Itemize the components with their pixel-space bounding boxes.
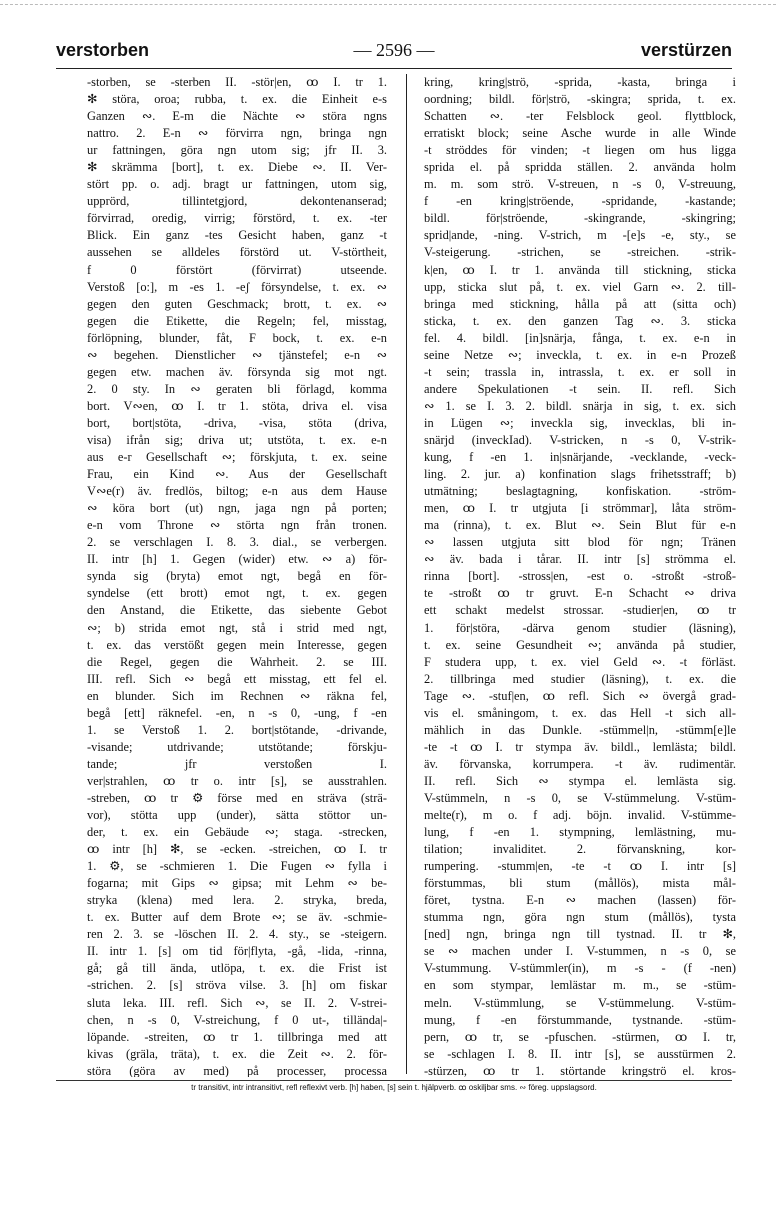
entry-line: vor), stötta upp (under), sätta stöttor un- — [87, 808, 387, 823]
entry-line: andere Spekulationen -t sein. II. refl. Sich — [424, 381, 736, 396]
entry-line: föret, tystna. E-n ∾ machen (lassen) för- — [424, 893, 736, 908]
entry-line: ꝏ intr [h] ✻, se -ecken. -streichen, ꝏ I. tr — [87, 842, 387, 857]
entry-line: mung, f -en förstummande, tystnande. -stüm- — [424, 1012, 736, 1027]
entry-line: sprida el. på spridda ställen. 2. använda holm — [424, 160, 736, 175]
entry-line: utmätning; beslagtagning, konfiskation. -ström- — [424, 484, 736, 499]
entry-line: bort. V∾en, ꝏ I. tr 1. stöta, driva el. visa — [87, 398, 387, 413]
entry-line: den Anstand, die Etikette, das siebente Gebot — [87, 603, 387, 618]
entry-line: II. refl. Sich ∾ stympa el. lemlästa sig. — [424, 773, 736, 788]
entry-line: kring, kring|strö, -sprida, -kasta, bringa i — [424, 75, 736, 89]
entry-line: gegen den guten Geschmack; brott, t. ex. ∾ — [87, 296, 387, 311]
entry-line: förstummas, bli stum (mållös), mista mål- — [424, 876, 736, 891]
entry-line: V∾e(r) äv. fredlös, biltog; e-n aus dem Hause — [87, 484, 387, 499]
abbreviation-footer: tr transitivt, intr intransitivt, refl reflexivt verb. [h] haben, [s] sein t. hjälpverb. ꝏ oskiljbar sms. ∾ föreg. uppslagsord. — [191, 1083, 597, 1092]
entry-line: oordning; bildl. för|strö, -skingra; sprida, t. ex. — [424, 92, 736, 107]
entry-line: begå [ett] räknefel. -en, n -s 0, -ung, f -en — [87, 705, 387, 720]
entry-line: rumpering. -stumm|en, -te -t ꝏ I. intr [s] — [424, 859, 736, 874]
entry-line: mählich in das Dunkle. -stümmel|n, -stümm[e]le — [424, 722, 736, 737]
entry-line: Schatten ∾. -ter Felsblock geol. flyttblock, — [424, 109, 736, 124]
entry-line: fogarna; mit Gips ∾ gipsa; mit Lehm ∾ be- — [87, 876, 387, 891]
entry-line: bildl. för|ströende, -skingrande, -skingring; — [424, 211, 736, 226]
entry-line: die Regel, gegen die Wahrheit. 2. se III. — [87, 654, 387, 669]
entry-line: en blunder. Sich im Rechnen ∾ räkna fel, — [87, 688, 387, 703]
entry-line: in Lügen ∾; inveckla sig, invecklas, bli in- — [424, 415, 736, 430]
entry-line: -strichen. 2. [s] ströva vilse. 3. [h] om fiskar — [87, 978, 387, 993]
entry-line: sprid|ande, -ning. V-strich, m -[e]s -e, sty., se — [424, 228, 736, 243]
entry-line: sticka, t. ex. den ganzen Tag ∾. 3. sticka — [424, 313, 736, 328]
entry-line: chen, n -s 0, V-streichung, f 0 ut-, tilländа|- — [87, 1012, 387, 1027]
entry-line: -stürzen, ꝏ tr 1. störtande kringströ el. kros- — [424, 1063, 736, 1077]
entry-line: stumma ngn, göra ngn stum (mållös), tysta — [424, 910, 736, 925]
entry-line: synda sig (bryta) emot ngt, begå en för- — [87, 569, 387, 584]
entry-line: V-steigerung. -strichen, se -streichen. -strik- — [424, 245, 736, 260]
entry-line: 1. för|störa, -därva genom studier (läsning), — [424, 620, 736, 635]
entry-line: tilation; invaliditet. 2. förvanskning, kor- — [424, 842, 736, 857]
header-left-guideword: verstorben — [56, 40, 150, 60]
entry-line: te -stroßt ꝏ tr gruvt. E-n Schacht ∾ driva — [424, 586, 736, 601]
entry-line: tande; jfr verstoßen I. — [87, 756, 387, 771]
entry-line: visa) ifrån sig; driva ut; utstöta, t. ex. e-n — [87, 432, 387, 447]
entry-line: Tage ∾. -stuf|en, ꝏ refl. Sich ∾ övergå grad- — [424, 688, 736, 703]
entry-line: stryka (klena) med lera. 2. stryka, breda, — [87, 893, 387, 908]
entry-line: aussehen se alldeles förstörd ut. V-störtheit, — [87, 245, 387, 260]
entry-line: gå; gå till ända, utlöpa, t. ex. die Frist ist — [87, 961, 387, 976]
entry-line: upprörd, tillintetgjord, dekontenanserad; — [87, 194, 387, 209]
entry-line: erratiskt block; seine Asche wurde in alle Winde — [424, 126, 736, 141]
entry-line: stört pp. o. adj. bragt ur fattningen, utom sig, — [87, 177, 387, 192]
page-header — [56, 40, 732, 66]
entry-line: der, t. ex. ein Gebäude ∾; staga. -strecken, — [87, 825, 387, 840]
entry-line: lung, f -en 1. stympning, lemlästning, mu- — [424, 825, 736, 840]
entry-line: t. ex. seine Gesundheit ∾; använda på studier, — [424, 637, 736, 652]
entry-line: Frau, ein Kind ∾. Aus der Gesellschaft — [87, 467, 387, 482]
entry-line: -visande; utdrivande; utstötande; förskju- — [87, 739, 387, 754]
entry-line: ren 2. 3. se -löschen II. 2. 4. sty., se -steigern. — [87, 927, 387, 942]
entry-line: en som stympar, lemlästar m. m., se -stüm- — [424, 978, 736, 993]
header-right-guideword: verstürzen — [640, 40, 732, 60]
footer-rule — [56, 1080, 732, 1081]
entry-line: meln. V-stümmlung, se V-stümmelung. V-stüm- — [424, 995, 736, 1010]
column-separator — [406, 74, 407, 1074]
entry-line: t. ex. Butter auf dem Brote ∾; se äv. -schmie- — [87, 910, 387, 925]
entry-line: pern, ꝏ tr, se -pfuschen. -stürmen, ꝏ I. tr, — [424, 1029, 736, 1044]
entry-line: m. m. som strö. V-streuen, n -s 0, V-streuung, — [424, 177, 736, 192]
entry-line: nattro. 2. E-n ∾ förvirra ngn, bringa ngn — [87, 126, 387, 141]
entry-line: f 0 förstört (förvirrat) utseende. — [87, 262, 387, 277]
entry-line: störa (göra av med) på processer, processa — [87, 1063, 387, 1077]
entry-line: se -schlagen I. 8. II. intr [s], se ausstürmen 2. — [424, 1046, 736, 1061]
entry-line: -storben, se -sterben II. -stör|en, ꝏ I. tr 1. — [87, 75, 387, 89]
entry-line: III. refl. Sich ∾ begå ett misstag, ett fel el. — [87, 671, 387, 686]
entry-line: -t sein; trassla in, intrassla, t. ex. er soll in — [424, 364, 736, 379]
entry-line: [ned] ngn, bringa ngn till tystnad. II. tr ✻, — [424, 927, 736, 942]
entry-line: se ∾ machen under I. V-stummen, n -s 0, se — [424, 944, 736, 959]
entry-line: ur fattningen, göra ngn utom sig; jfr II. 3. — [87, 143, 387, 158]
entry-line: -t ströddes för vinden; -t liegen om hus ligga — [424, 143, 736, 158]
entry-line: ett schakt medelst strossar. -studier|en, ꝏ tr — [424, 603, 736, 618]
entry-line: ∾ begehen. Dienstlicher ∾ tjänstefel; e-n ∾ — [87, 347, 387, 362]
entry-line: ✻ störa, oroa; rubba, t. ex. die Einheit e-s — [87, 92, 387, 107]
entry-line: förvirrad, oredig, virrig; förstörd, t. ex. -ter — [87, 211, 387, 226]
entry-line: ling. 2. jur. a) konfination slags frihetsstraff; b) — [424, 467, 736, 482]
entry-line: fel. 4. bildl. [in]snärja, fånga, t. ex. e-n in — [424, 330, 736, 345]
entry-line: melte(r), m o. f adj. böjn. invalid. V-stümme- — [424, 808, 736, 823]
entry-line: ✻ skrämma [bort], t. ex. Diebe ∾. II. Ver- — [87, 160, 387, 175]
entry-line: V-stümmeln, n -s 0, se V-stümmelung. V-stüm- — [424, 790, 736, 805]
entry-line: men, ꝏ I. tr utgjuta [i strömmar], låta ström- — [424, 501, 736, 516]
entry-line: ∾ lassen utgjuta sitt blod för ngn; Tränen — [424, 535, 736, 550]
left-column — [87, 74, 387, 1077]
entry-line: 2. se verschlagen I. 8. 3. dial., se verbergen. — [87, 535, 387, 550]
entry-line: seine Netze ∾; inveckla, t. ex. in e-n Prozeß — [424, 347, 736, 362]
entry-line: upp, sticka slut på, t. ex. viel Garn ∾. 2. till- — [424, 279, 736, 294]
entry-line: k|en, ꝏ I. tr 1. använda till stickning, sticka — [424, 262, 736, 277]
entry-line: 1. se Verstoß 1. 2. bort|stötande, -drivande, — [87, 722, 387, 737]
entry-line: V-stummung. V-stümmler(in), m -s - (f -nen) — [424, 961, 736, 976]
entry-line: kivas (gräla, träta), t. ex. die Zeit ∾. 2. för- — [87, 1046, 387, 1061]
scan-edge-line — [0, 4, 776, 5]
entry-line: II. intr 1. [s] om tid för|flyta, -gå, -lida, -rinna, — [87, 944, 387, 959]
right-column — [424, 74, 736, 1077]
entry-line: ∾ äv. bada i tårar. II. intr [s] strömma el. — [424, 552, 736, 567]
entry-line: syndelse (ett brott) emot ngt, t. ex. gegen — [87, 586, 387, 601]
entry-line: ∾; b) strida emot ngt, stå i strid med ngt, — [87, 620, 387, 635]
entry-line: gegen die Etikette, die Regeln; fel, misstag, — [87, 313, 387, 328]
entry-line: ∾ köra bort (ut) ngn, jaga ngn på porten; — [87, 501, 387, 516]
entry-line: f -en kring|ströende, -spridande, -kastande; — [424, 194, 736, 209]
entry-line: sluta leka. III. refl. Sich ∾, se II. 2. V-strei- — [87, 995, 387, 1010]
entry-line: Blick. Ein ganz -tes Gesicht haben, ganz -t — [87, 228, 387, 243]
entry-line: II. intr [h] 1. Gegen (wider) etw. ∾ a) för- — [87, 552, 387, 567]
entry-line: Verstoß [o:], m -es 1. -eʃ försyndelse, t. ex. ∾ — [87, 279, 387, 294]
entry-line: ver|strahlen, ꝏ tr o. intr [s], se ausstrahlen. — [87, 773, 387, 788]
entry-line: löpande. -streiten, ꝏ tr 1. tillbringa med att — [87, 1029, 387, 1044]
entry-line: ∾ 1. se I. 3. 2. bildl. snärja in sig, t. ex. sich — [424, 398, 736, 413]
entry-line: 2. tillbringa med studier (läsning), t. ex. die — [424, 671, 736, 686]
entry-line: -te -t ꝏ I. tr stympa äv. bildl., lemlästa; bildl. — [424, 739, 736, 754]
entry-line: vis el. småningom, t. ex. das Hell -t sich all- — [424, 705, 736, 720]
entry-line: bringa med stickning, hålla på att (sitta och) — [424, 296, 736, 311]
page-number: — 2596 — — [353, 40, 435, 60]
entry-line: -streben, ꝏ tr ⚙ förse med en sträva (strä- — [87, 790, 387, 805]
entry-line: 1. ⚙, se -schmieren 1. Die Fugen ∾ fylla i — [87, 859, 387, 874]
entry-line: e-n vom Throne ∾ störta ngn från tronen. — [87, 518, 387, 533]
entry-line: äv. förvanska, korrumpera. -t äv. rudimentär. — [424, 756, 736, 771]
entry-line: snärjd (inveckIad). V-stricken, n -s 0, V-strik- — [424, 432, 736, 447]
header-rule — [56, 68, 732, 69]
entry-line: Ganzen ∾. E-m die Nächte ∾ störa ngns — [87, 109, 387, 124]
entry-line: gegen etw. machen äv. försynda sig mot ngt. — [87, 364, 387, 379]
entry-line: bort, bort|stöta, -driva, -visa, stöta (driva, — [87, 415, 387, 430]
entry-line: förlöpning, blunder, fåt, F bock, t. ex. e-n — [87, 330, 387, 345]
entry-line: t. ex. das verstößt gegen mein Interesse, gegen — [87, 637, 387, 652]
entry-line: rinna [bort]. -stross|en, -est o. -stroßt -stroß- — [424, 569, 736, 584]
entry-line: ma (rinna), t. ex. Blut ∾. Sein Blut für e-n — [424, 518, 736, 533]
entry-line: 2. 0 sty. In ∾ geraten bli förlagd, komma — [87, 381, 387, 396]
entry-line: F studera upp, t. ex. viel Geld ∾. -t förläst. — [424, 654, 736, 669]
entry-line: aus e-r Gesellschaft ∾; förskjuta, t. ex. seine — [87, 450, 387, 465]
entry-line: kung, f -en 1. in|snärjande, -vecklande, -veck- — [424, 450, 736, 465]
